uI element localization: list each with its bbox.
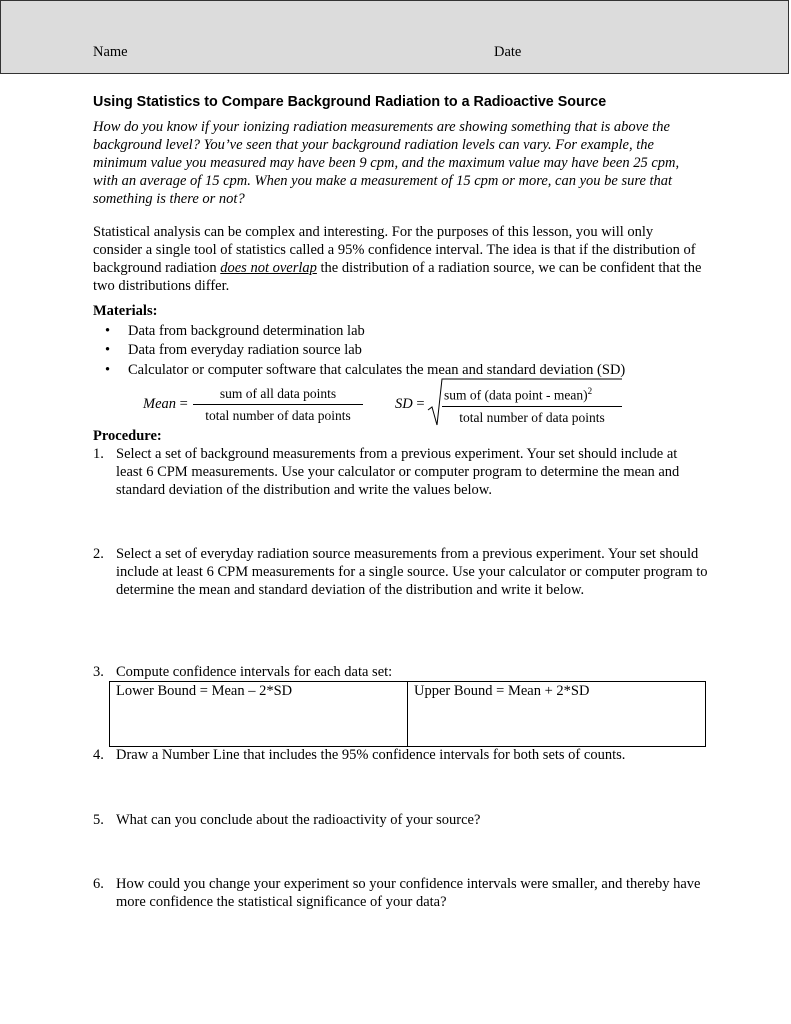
sd-denominator: total number of data points	[459, 409, 605, 425]
table-row	[110, 682, 706, 747]
step-text: Compute confidence intervals for each data set:	[116, 664, 393, 680]
sd-exponent: 2	[587, 386, 593, 396]
step-number: 3.	[93, 664, 104, 680]
body-emphasis: does not overlap	[220, 259, 317, 276]
procedure-step-5	[93, 812, 703, 830]
step-text: What can you conclude about the radioactivity of your source?	[116, 812, 481, 828]
bullet-icon: •	[105, 342, 111, 359]
mean-formula-label	[143, 396, 188, 413]
procedure-step-1	[93, 446, 703, 500]
body-paragraph	[93, 224, 703, 296]
step-text: How could you change your experiment so your confidence intervals were smaller, and thereby have more confidence the statistical significance of your data?	[116, 876, 701, 910]
procedure-heading: Procedure:	[93, 428, 162, 444]
step-number: 6.	[93, 876, 104, 892]
bullet-icon: •	[105, 361, 111, 378]
lower-bound-cell[interactable]: Lower Bound = Mean – 2*SD	[110, 682, 408, 747]
procedure-step-4	[93, 747, 703, 765]
page-title: Using Statistics to Compare Background Radiation to a Radioactive Source	[93, 94, 607, 110]
procedure-step-2	[93, 546, 708, 600]
step-number: 5.	[93, 812, 104, 828]
bullet-icon: •	[105, 323, 111, 339]
procedure-step-6	[93, 876, 703, 912]
step-number: 2.	[93, 546, 104, 562]
sd-numerator-text: sum of (data point - mean)	[444, 387, 588, 403]
step-text: Draw a Number Line that includes the 95% confidence intervals for both sets of counts.	[116, 747, 626, 763]
step-number: 4.	[93, 747, 104, 763]
header-bar	[0, 0, 789, 74]
equals-sign: =	[416, 396, 425, 412]
mean-denominator: total number of data points	[205, 408, 351, 423]
mean-numerator: sum of all data points	[219, 386, 337, 401]
mean-symbol: Mean	[143, 396, 177, 412]
step-text: Select a set of everyday radiation source measurements from a previous experiment. Your set should include at least 6 CPM measurements for a single source. Use your calculator or computer program to determine the mean and standard deviation of the distribution and write it below.	[116, 546, 708, 598]
materials-item-text: Data from everyday radiation source lab	[128, 342, 362, 359]
materials-list	[93, 322, 713, 380]
sd-formula-label	[395, 396, 425, 413]
confidence-interval-table	[109, 681, 706, 747]
name-label: Name	[93, 44, 128, 60]
mean-fraction	[193, 386, 363, 424]
materials-heading: Materials:	[93, 303, 158, 319]
materials-item-text: Data from background determination lab	[128, 323, 365, 339]
sd-fraction	[442, 386, 622, 426]
upper-bound-cell[interactable]: Upper Bound = Mean + 2*SD	[408, 682, 706, 747]
procedure-step-3	[93, 664, 703, 682]
sd-numerator	[442, 386, 622, 406]
body-text-before: Statistical analysis can be complex and interesting. For the purposes of this lesson, you will only consider a single tool of statistics called a 95% confidence interval. The idea is that if the distribution of background radiation	[93, 224, 696, 276]
sd-symbol: SD	[395, 396, 413, 412]
date-label: Date	[494, 44, 522, 60]
step-number: 1.	[93, 446, 104, 462]
list-item	[93, 341, 713, 360]
materials-item-text: Calculator or computer software that calculates the mean and standard deviation (SD)	[128, 361, 626, 378]
step-text: Select a set of background measurements from a previous experiment. Your set should include at least 6 CPM measurements. Use your calculator or computer program to determine the mean and standard deviation of the distribution and write the values below.	[116, 446, 680, 498]
intro-paragraph: How do you know if your ionizing radiation measurements are showing something that is above the background level? You’ve seen that your background radiation levels can vary. For example, the minimum value you measured may have been 9 cpm, and the maximum value may have been 25 cpm, with an average of 15 cpm. When you make a measurement of 15 cpm or more, can you be sure that something is there or not?	[93, 119, 680, 207]
body-text-after: the distribution of a radiation source, we can be confident that the two distributions differ.	[93, 259, 702, 294]
list-item	[93, 322, 713, 341]
equals-sign: =	[179, 396, 188, 412]
